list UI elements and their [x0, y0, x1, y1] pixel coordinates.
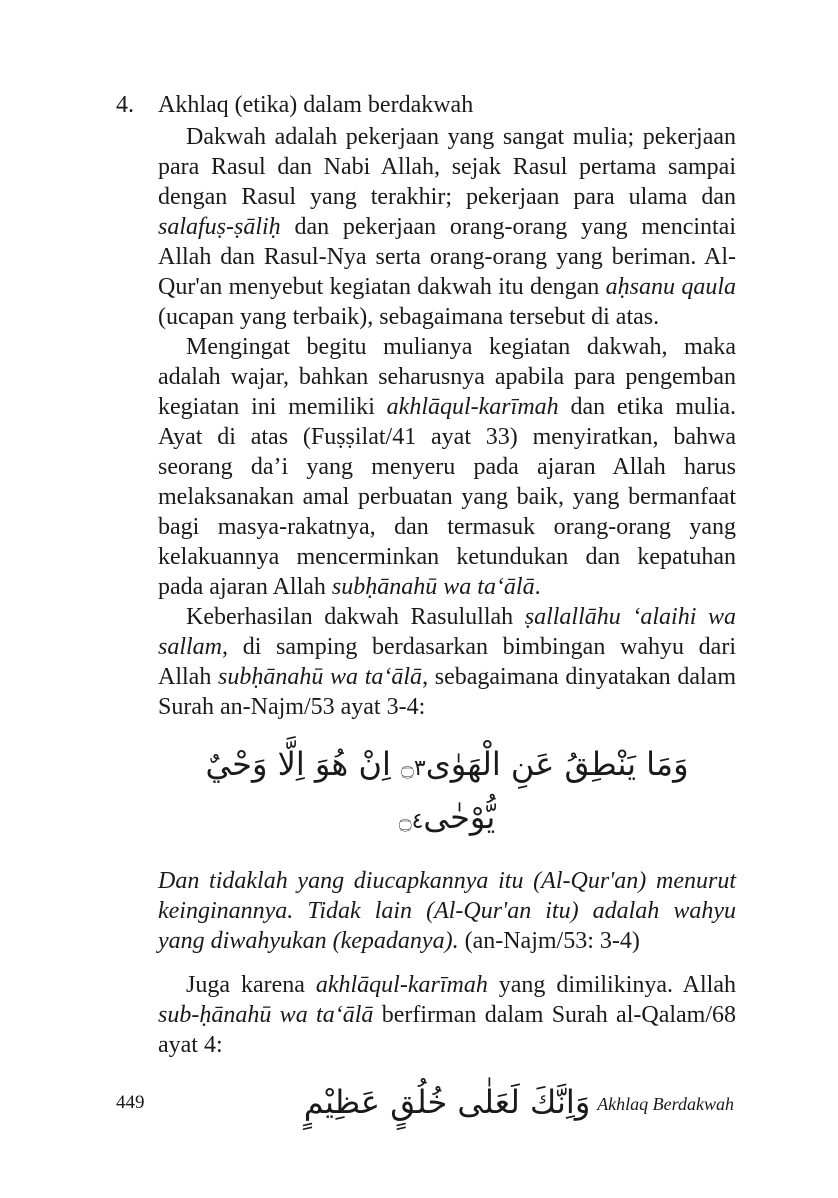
- text-run: yang dimilikinya. Allah: [487, 972, 736, 998]
- paragraph-1: [158, 122, 736, 332]
- italic-term: ṣallallāhu ‘alaihi wa sallam: [158, 604, 736, 660]
- italic-term: subḥānahū wa ta‘ālā: [331, 574, 535, 600]
- text-run: Mengingat begitu mulianya kegiatan dakwah, maka adalah wajar, bahkan seharusnya apabila para pengemban kegiatan ini memiliki: [158, 334, 736, 420]
- section-heading: [116, 90, 736, 120]
- running-title: Akhlaq Berdakwah: [597, 1094, 734, 1114]
- paragraph-2: [158, 332, 736, 602]
- paragraph-4: [158, 970, 736, 1060]
- text-run: Dakwah adalah pekerjaan yang sangat mulia; pekerjaan para Rasul dan Nabi Allah, sejak Rasul pertama sampai dengan Rasul yang terakhir; pekerjaan para ulama dan: [158, 124, 736, 210]
- text-run: Keberhasilan dakwah Rasulullah: [186, 604, 525, 630]
- italic-term: akhlāqul-karīmah: [315, 972, 488, 998]
- section-number: 4.: [116, 92, 134, 118]
- text-run: (ucapan yang terbaik), sebagaimana tersebut di atas.: [158, 304, 660, 330]
- page-number: 449: [116, 1092, 145, 1113]
- page-content: [116, 90, 736, 1146]
- verse-marker: ۝٤: [398, 809, 424, 834]
- italic-term: sub-ḥānahū wa ta‘ālā: [158, 1002, 374, 1028]
- verse-reference: (an-Najm/53: 3-4): [458, 928, 640, 954]
- text-run: , di samping berdasarkan bimbingan wahyu dari Allah: [158, 634, 736, 690]
- text-run: Juga karena: [186, 972, 316, 998]
- text-run: dan etika mulia. Ayat di atas (Fuṣṣilat/41 ayat 33) menyiratkan, bahwa seorang da’i yang menyeru pada ajaran Allah harus melaksanakan amal perbuatan yang baik, yang bermanfaat bagi masya-rakatnya, dan termasuk orang-orang yang kelakuannya mencerminkan ketundukan dan kepatuhan pada ajaran Allah: [158, 394, 736, 600]
- text-run: dan pekerjaan orang-orang yang mencintai Allah dan Rasul-Nya serta orang-orang yang beriman. Al-Qur'an menyebut kegiatan dakwah itu dengan: [158, 214, 736, 300]
- translation-text: Dan tidaklah yang diucapkannya itu (Al-Qur'an) menurut keinginannya. Tidak lain (Al-Qur'an itu) adalah wahyu yang diwahyukan (kepadanya).: [158, 868, 736, 954]
- italic-term: akhlāqul-karīmah: [386, 394, 559, 420]
- quran-verse-an-najm: [158, 740, 736, 846]
- section-title: Akhlaq (etika) dalam berdakwah: [158, 92, 474, 118]
- arabic-text: اِنْ هُوَ اِلَّا وَحْيٌ يُّوْحٰى: [205, 745, 496, 836]
- italic-term: subḥānahū wa ta‘ālā: [218, 664, 423, 690]
- arabic-text: وَاِنَّكَ لَعَلٰى خُلُقٍ عَظِيْمٍ: [303, 1083, 591, 1121]
- text-run: .: [534, 574, 541, 600]
- text-run: berfirman dalam Surah al-Qalam/68 ayat 4:: [158, 1002, 737, 1058]
- text-run: , sebagaimana dinyatakan dalam Surah an-Najm/53 ayat 3-4:: [158, 664, 736, 720]
- arabic-text: وَمَا يَنْطِقُ عَنِ الْهَوٰى: [425, 745, 689, 783]
- verse-marker: ۝٣: [401, 756, 426, 781]
- paragraph-3: [158, 602, 736, 722]
- italic-term: aḥsanu qaula: [605, 274, 737, 300]
- italic-term: salafuṣ-ṣāliḥ: [158, 214, 281, 240]
- verse-translation: [158, 866, 736, 956]
